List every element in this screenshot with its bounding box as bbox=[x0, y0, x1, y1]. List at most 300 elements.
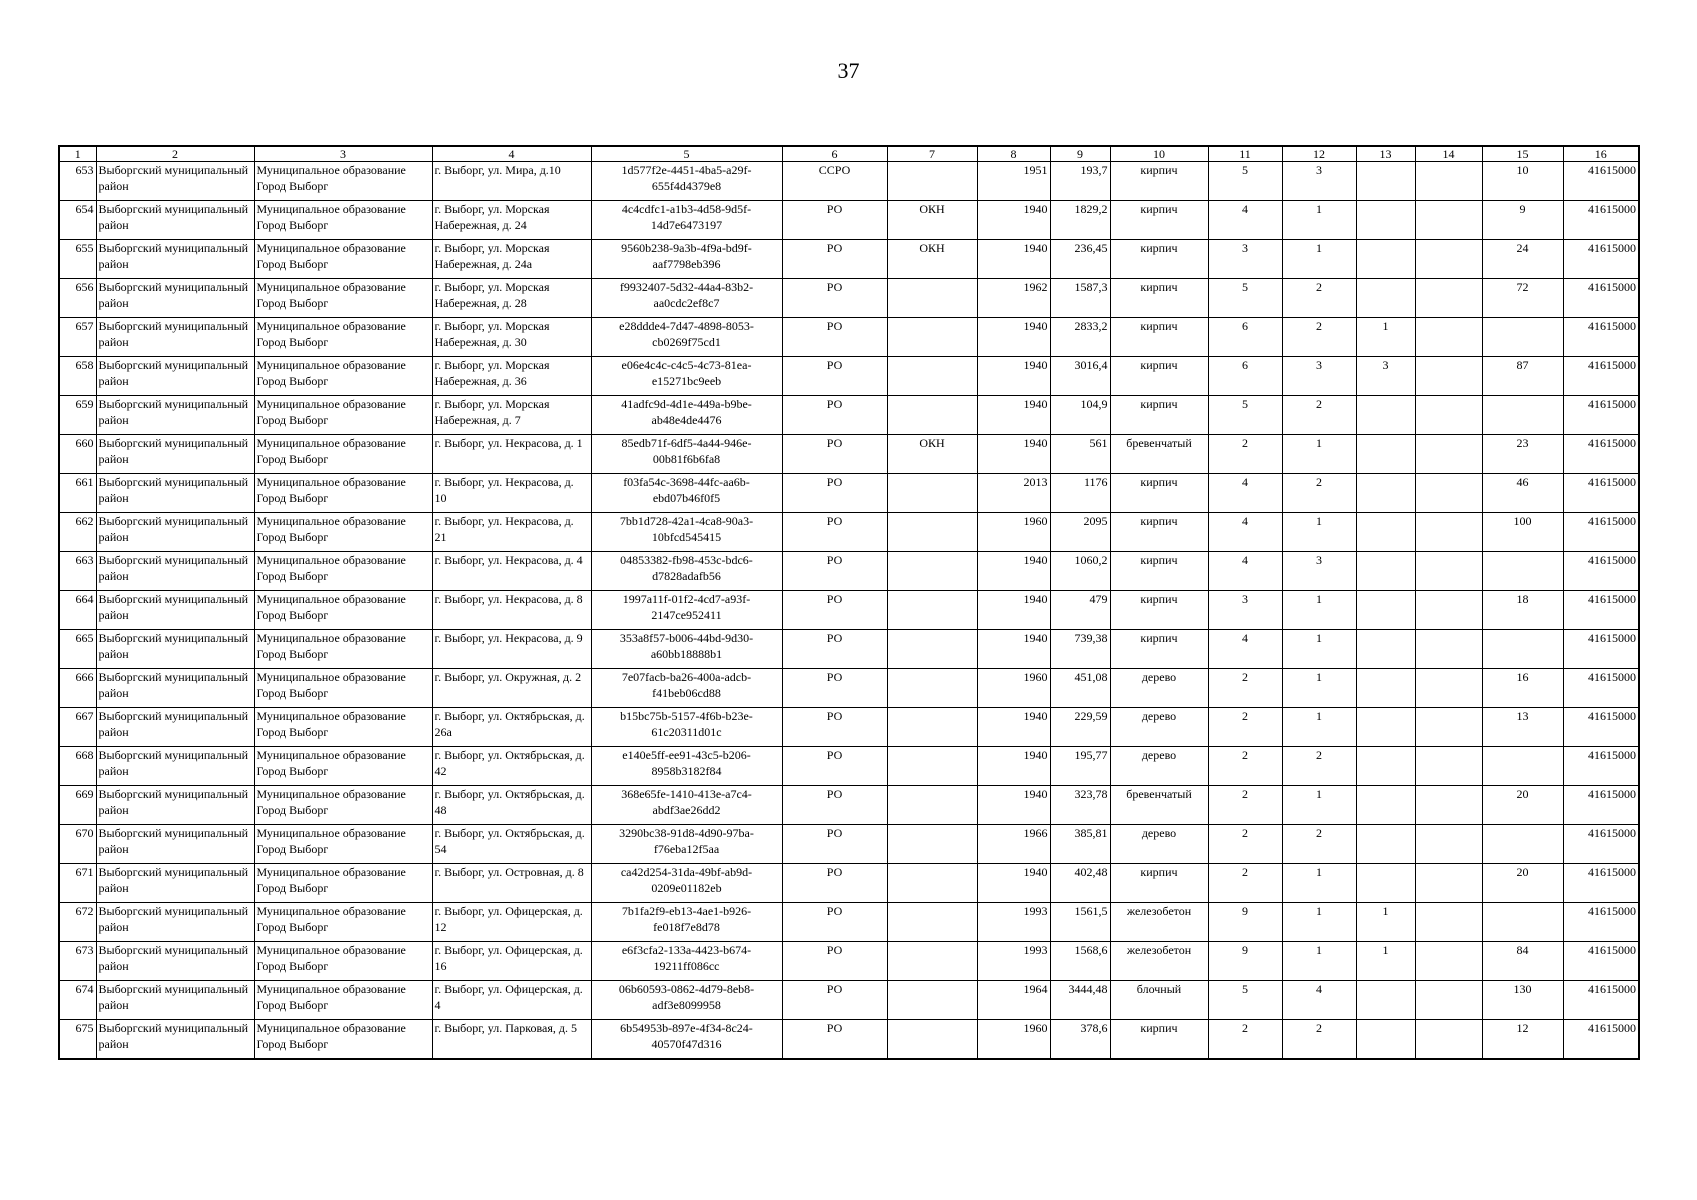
row-number: 657 bbox=[59, 318, 96, 357]
column-header: 5 bbox=[591, 146, 782, 162]
col13-cell bbox=[1356, 591, 1415, 630]
status-cell: ОКН bbox=[887, 240, 977, 279]
address-cell: г. Выборг, ул. Островная, д. 8 bbox=[432, 864, 591, 903]
table-row bbox=[59, 357, 1639, 396]
col13-cell: 3 bbox=[1356, 357, 1415, 396]
material-cell: кирпич bbox=[1110, 864, 1208, 903]
year-cell: 1960 bbox=[977, 513, 1050, 552]
col14-cell bbox=[1415, 669, 1482, 708]
oktmo-cell: 41615000 bbox=[1563, 396, 1639, 435]
entrances-cell: 1 bbox=[1282, 708, 1356, 747]
col15-cell: 46 bbox=[1482, 474, 1563, 513]
oktmo-cell: 41615000 bbox=[1563, 240, 1639, 279]
floors-cell: 5 bbox=[1208, 396, 1282, 435]
type-cell: РО bbox=[782, 630, 887, 669]
type-cell: РО bbox=[782, 1020, 887, 1060]
address-cell: г. Выборг, ул. Морская Набережная, д. 7 bbox=[432, 396, 591, 435]
col13-cell bbox=[1356, 435, 1415, 474]
district-cell: Выборгский муниципальный район bbox=[96, 825, 254, 864]
address-cell: г. Выборг, ул. Октябрьская, д. 26а bbox=[432, 708, 591, 747]
col13-cell bbox=[1356, 396, 1415, 435]
floors-cell: 3 bbox=[1208, 240, 1282, 279]
col13-cell bbox=[1356, 474, 1415, 513]
oktmo-cell: 41615000 bbox=[1563, 786, 1639, 825]
material-cell: кирпич bbox=[1110, 552, 1208, 591]
material-cell: кирпич bbox=[1110, 1020, 1208, 1060]
oktmo-cell: 41615000 bbox=[1563, 318, 1639, 357]
col14-cell bbox=[1415, 591, 1482, 630]
material-cell: блочный bbox=[1110, 981, 1208, 1020]
guid-cell: 4c4cdfc1-a1b3-4d58-9d5f-14d7e6473197 bbox=[591, 201, 782, 240]
type-cell: РО bbox=[782, 903, 887, 942]
col13-cell bbox=[1356, 201, 1415, 240]
year-cell: 1951 bbox=[977, 162, 1050, 201]
floors-cell: 5 bbox=[1208, 162, 1282, 201]
area-cell: 1176 bbox=[1050, 474, 1110, 513]
area-cell: 195,77 bbox=[1050, 747, 1110, 786]
col15-cell bbox=[1482, 630, 1563, 669]
table-row bbox=[59, 474, 1639, 513]
col14-cell bbox=[1415, 981, 1482, 1020]
column-header: 15 bbox=[1482, 146, 1563, 162]
col14-cell bbox=[1415, 552, 1482, 591]
col15-cell bbox=[1482, 747, 1563, 786]
row-number: 675 bbox=[59, 1020, 96, 1060]
district-cell: Выборгский муниципальный район bbox=[96, 903, 254, 942]
table-row bbox=[59, 513, 1639, 552]
type-cell: РО bbox=[782, 318, 887, 357]
district-cell: Выборгский муниципальный район bbox=[96, 630, 254, 669]
municipality-cell: Муниципальное образование Город Выборг bbox=[254, 591, 432, 630]
column-header: 9 bbox=[1050, 146, 1110, 162]
address-cell: г. Выборг, ул. Морская Набережная, д. 36 bbox=[432, 357, 591, 396]
entrances-cell: 3 bbox=[1282, 357, 1356, 396]
year-cell: 1940 bbox=[977, 435, 1050, 474]
column-header: 10 bbox=[1110, 146, 1208, 162]
oktmo-cell: 41615000 bbox=[1563, 708, 1639, 747]
page-number: 37 bbox=[837, 58, 860, 83]
row-number: 673 bbox=[59, 942, 96, 981]
municipality-cell: Муниципальное образование Город Выборг bbox=[254, 630, 432, 669]
col13-cell bbox=[1356, 864, 1415, 903]
guid-cell: f03fa54c-3698-44fc-aa6b-ebd07b46f0f5 bbox=[591, 474, 782, 513]
status-cell bbox=[887, 591, 977, 630]
entrances-cell: 2 bbox=[1282, 474, 1356, 513]
table-row bbox=[59, 825, 1639, 864]
guid-cell: 3290bc38-91d8-4d90-97ba-f76eba12f5aa bbox=[591, 825, 782, 864]
material-cell: дерево bbox=[1110, 669, 1208, 708]
municipality-cell: Муниципальное образование Город Выборг bbox=[254, 708, 432, 747]
area-cell: 193,7 bbox=[1050, 162, 1110, 201]
year-cell: 1940 bbox=[977, 552, 1050, 591]
area-cell: 323,78 bbox=[1050, 786, 1110, 825]
municipality-cell: Муниципальное образование Город Выборг bbox=[254, 240, 432, 279]
row-number: 662 bbox=[59, 513, 96, 552]
type-cell: РО bbox=[782, 669, 887, 708]
floors-cell: 2 bbox=[1208, 864, 1282, 903]
guid-cell: 1d577f2e-4451-4ba5-a29f-655f4d4379e8 bbox=[591, 162, 782, 201]
address-cell: г. Выборг, ул. Морская Набережная, д. 28 bbox=[432, 279, 591, 318]
table-row bbox=[59, 630, 1639, 669]
col15-cell: 23 bbox=[1482, 435, 1563, 474]
table-row bbox=[59, 396, 1639, 435]
status-cell bbox=[887, 942, 977, 981]
status-cell: ОКН bbox=[887, 435, 977, 474]
type-cell: РО bbox=[782, 513, 887, 552]
entrances-cell: 1 bbox=[1282, 591, 1356, 630]
year-cell: 1940 bbox=[977, 747, 1050, 786]
district-cell: Выборгский муниципальный район bbox=[96, 513, 254, 552]
floors-cell: 5 bbox=[1208, 279, 1282, 318]
status-cell bbox=[887, 474, 977, 513]
entrances-cell: 2 bbox=[1282, 279, 1356, 318]
type-cell: РО bbox=[782, 279, 887, 318]
status-cell bbox=[887, 747, 977, 786]
address-cell: г. Выборг, ул. Офицерская, д. 12 bbox=[432, 903, 591, 942]
floors-cell: 2 bbox=[1208, 708, 1282, 747]
oktmo-cell: 41615000 bbox=[1563, 630, 1639, 669]
col13-cell bbox=[1356, 825, 1415, 864]
material-cell: кирпич bbox=[1110, 318, 1208, 357]
table-row bbox=[59, 786, 1639, 825]
type-cell: РО bbox=[782, 357, 887, 396]
entrances-cell: 3 bbox=[1282, 552, 1356, 591]
table-row bbox=[59, 591, 1639, 630]
oktmo-cell: 41615000 bbox=[1563, 279, 1639, 318]
material-cell: кирпич bbox=[1110, 240, 1208, 279]
status-cell bbox=[887, 357, 977, 396]
year-cell: 1940 bbox=[977, 201, 1050, 240]
entrances-cell: 3 bbox=[1282, 162, 1356, 201]
material-cell: кирпич bbox=[1110, 357, 1208, 396]
row-number: 654 bbox=[59, 201, 96, 240]
material-cell: кирпич bbox=[1110, 279, 1208, 318]
type-cell: РО bbox=[782, 786, 887, 825]
type-cell: РО bbox=[782, 747, 887, 786]
year-cell: 1964 bbox=[977, 981, 1050, 1020]
address-cell: г. Выборг, ул. Окружная, д. 2 bbox=[432, 669, 591, 708]
row-number: 672 bbox=[59, 903, 96, 942]
guid-cell: 7e07facb-ba26-400a-adcb-f41beb06cd88 bbox=[591, 669, 782, 708]
type-cell: РО bbox=[782, 591, 887, 630]
district-cell: Выборгский муниципальный район bbox=[96, 474, 254, 513]
floors-cell: 4 bbox=[1208, 552, 1282, 591]
table-row bbox=[59, 903, 1639, 942]
type-cell: РО bbox=[782, 240, 887, 279]
col13-cell bbox=[1356, 279, 1415, 318]
oktmo-cell: 41615000 bbox=[1563, 357, 1639, 396]
col14-cell bbox=[1415, 864, 1482, 903]
status-cell bbox=[887, 513, 977, 552]
row-number: 653 bbox=[59, 162, 96, 201]
col13-cell bbox=[1356, 708, 1415, 747]
municipality-cell: Муниципальное образование Город Выборг bbox=[254, 903, 432, 942]
district-cell: Выборгский муниципальный район bbox=[96, 357, 254, 396]
address-cell: г. Выборг, ул. Октябрьская, д. 42 bbox=[432, 747, 591, 786]
year-cell: 1962 bbox=[977, 279, 1050, 318]
area-cell: 229,59 bbox=[1050, 708, 1110, 747]
col15-cell bbox=[1482, 318, 1563, 357]
entrances-cell: 1 bbox=[1282, 669, 1356, 708]
guid-cell: 7bb1d728-42a1-4ca8-90a3-10bfcd545415 bbox=[591, 513, 782, 552]
row-number: 665 bbox=[59, 630, 96, 669]
guid-cell: 6b54953b-897e-4f34-8c24-40570f47d316 bbox=[591, 1020, 782, 1060]
column-header: 2 bbox=[96, 146, 254, 162]
col15-cell: 16 bbox=[1482, 669, 1563, 708]
area-cell: 1587,3 bbox=[1050, 279, 1110, 318]
oktmo-cell: 41615000 bbox=[1563, 591, 1639, 630]
floors-cell: 2 bbox=[1208, 825, 1282, 864]
municipality-cell: Муниципальное образование Город Выборг bbox=[254, 786, 432, 825]
area-cell: 236,45 bbox=[1050, 240, 1110, 279]
col15-cell: 12 bbox=[1482, 1020, 1563, 1060]
floors-cell: 6 bbox=[1208, 318, 1282, 357]
year-cell: 1993 bbox=[977, 903, 1050, 942]
municipality-cell: Муниципальное образование Город Выборг bbox=[254, 318, 432, 357]
municipality-cell: Муниципальное образование Город Выборг bbox=[254, 669, 432, 708]
status-cell bbox=[887, 825, 977, 864]
oktmo-cell: 41615000 bbox=[1563, 864, 1639, 903]
entrances-cell: 1 bbox=[1282, 201, 1356, 240]
row-number: 667 bbox=[59, 708, 96, 747]
district-cell: Выборгский муниципальный район bbox=[96, 786, 254, 825]
oktmo-cell: 41615000 bbox=[1563, 981, 1639, 1020]
area-cell: 378,6 bbox=[1050, 1020, 1110, 1060]
table-row bbox=[59, 942, 1639, 981]
address-cell: г. Выборг, ул. Некрасова, д. 4 bbox=[432, 552, 591, 591]
guid-cell: 41adfc9d-4d1e-449a-b9be-ab48e4de4476 bbox=[591, 396, 782, 435]
oktmo-cell: 41615000 bbox=[1563, 513, 1639, 552]
year-cell: 1940 bbox=[977, 708, 1050, 747]
table-row bbox=[59, 747, 1639, 786]
municipality-cell: Муниципальное образование Город Выборг bbox=[254, 357, 432, 396]
floors-cell: 2 bbox=[1208, 786, 1282, 825]
status-cell bbox=[887, 396, 977, 435]
status-cell bbox=[887, 981, 977, 1020]
district-cell: Выборгский муниципальный район bbox=[96, 552, 254, 591]
column-header: 14 bbox=[1415, 146, 1482, 162]
guid-cell: 04853382-fb98-453c-bdc6-d7828adafb56 bbox=[591, 552, 782, 591]
material-cell: железобетон bbox=[1110, 942, 1208, 981]
col14-cell bbox=[1415, 357, 1482, 396]
row-number: 655 bbox=[59, 240, 96, 279]
type-cell: РО bbox=[782, 708, 887, 747]
address-cell: г. Выборг, ул. Морская Набережная, д. 24а bbox=[432, 240, 591, 279]
entrances-cell: 2 bbox=[1282, 396, 1356, 435]
status-cell bbox=[887, 669, 977, 708]
col15-cell: 18 bbox=[1482, 591, 1563, 630]
area-cell: 2833,2 bbox=[1050, 318, 1110, 357]
type-cell: РО bbox=[782, 435, 887, 474]
oktmo-cell: 41615000 bbox=[1563, 552, 1639, 591]
column-header: 8 bbox=[977, 146, 1050, 162]
type-cell: РО bbox=[782, 825, 887, 864]
oktmo-cell: 41615000 bbox=[1563, 825, 1639, 864]
guid-cell: ca42d254-31da-49bf-ab9d-0209e01182eb bbox=[591, 864, 782, 903]
floors-cell: 2 bbox=[1208, 747, 1282, 786]
material-cell: кирпич bbox=[1110, 396, 1208, 435]
column-header: 1 bbox=[59, 146, 96, 162]
entrances-cell: 4 bbox=[1282, 981, 1356, 1020]
district-cell: Выборгский муниципальный район bbox=[96, 318, 254, 357]
municipality-cell: Муниципальное образование Город Выборг bbox=[254, 942, 432, 981]
type-cell: РО bbox=[782, 396, 887, 435]
floors-cell: 2 bbox=[1208, 1020, 1282, 1060]
status-cell bbox=[887, 279, 977, 318]
floors-cell: 5 bbox=[1208, 981, 1282, 1020]
entrances-cell: 2 bbox=[1282, 747, 1356, 786]
col15-cell bbox=[1482, 903, 1563, 942]
municipality-cell: Муниципальное образование Город Выборг bbox=[254, 435, 432, 474]
guid-cell: 7b1fa2f9-eb13-4ae1-b926-fe018f7e8d78 bbox=[591, 903, 782, 942]
district-cell: Выборгский муниципальный район bbox=[96, 435, 254, 474]
address-cell: г. Выборг, ул. Некрасова, д. 10 bbox=[432, 474, 591, 513]
col13-cell: 1 bbox=[1356, 942, 1415, 981]
row-number: 669 bbox=[59, 786, 96, 825]
material-cell: дерево bbox=[1110, 825, 1208, 864]
year-cell: 1940 bbox=[977, 357, 1050, 396]
entrances-cell: 1 bbox=[1282, 435, 1356, 474]
year-cell: 1960 bbox=[977, 1020, 1050, 1060]
municipality-cell: Муниципальное образование Город Выборг bbox=[254, 396, 432, 435]
area-cell: 739,38 bbox=[1050, 630, 1110, 669]
col15-cell: 130 bbox=[1482, 981, 1563, 1020]
col15-cell: 84 bbox=[1482, 942, 1563, 981]
entrances-cell: 1 bbox=[1282, 903, 1356, 942]
header-row bbox=[59, 146, 1639, 162]
oktmo-cell: 41615000 bbox=[1563, 1020, 1639, 1060]
municipality-cell: Муниципальное образование Город Выборг bbox=[254, 864, 432, 903]
col15-cell bbox=[1482, 396, 1563, 435]
material-cell: дерево bbox=[1110, 747, 1208, 786]
address-cell: г. Выборг, ул. Некрасова, д. 21 bbox=[432, 513, 591, 552]
row-number: 668 bbox=[59, 747, 96, 786]
col14-cell bbox=[1415, 630, 1482, 669]
year-cell: 1940 bbox=[977, 396, 1050, 435]
col14-cell bbox=[1415, 825, 1482, 864]
address-cell: г. Выборг, ул. Некрасова, д. 1 bbox=[432, 435, 591, 474]
table-row bbox=[59, 708, 1639, 747]
status-cell bbox=[887, 864, 977, 903]
col13-cell bbox=[1356, 552, 1415, 591]
area-cell: 104,9 bbox=[1050, 396, 1110, 435]
col13-cell: 1 bbox=[1356, 318, 1415, 357]
entrances-cell: 1 bbox=[1282, 864, 1356, 903]
area-cell: 402,48 bbox=[1050, 864, 1110, 903]
table-body bbox=[59, 162, 1639, 1060]
guid-cell: 06b60593-0862-4d79-8eb8-adf3e8099958 bbox=[591, 981, 782, 1020]
oktmo-cell: 41615000 bbox=[1563, 669, 1639, 708]
entrances-cell: 1 bbox=[1282, 942, 1356, 981]
area-cell: 1568,6 bbox=[1050, 942, 1110, 981]
type-cell: РО bbox=[782, 942, 887, 981]
table-row bbox=[59, 240, 1639, 279]
col15-cell: 20 bbox=[1482, 786, 1563, 825]
area-cell: 561 bbox=[1050, 435, 1110, 474]
material-cell: кирпич bbox=[1110, 474, 1208, 513]
guid-cell: 9560b238-9a3b-4f9a-bd9f-aaf7798eb396 bbox=[591, 240, 782, 279]
floors-cell: 9 bbox=[1208, 942, 1282, 981]
entrances-cell: 1 bbox=[1282, 513, 1356, 552]
entrances-cell: 2 bbox=[1282, 825, 1356, 864]
address-cell: г. Выборг, ул. Офицерская, д. 16 bbox=[432, 942, 591, 981]
district-cell: Выборгский муниципальный район bbox=[96, 747, 254, 786]
municipality-cell: Муниципальное образование Город Выборг bbox=[254, 279, 432, 318]
district-cell: Выборгский муниципальный район bbox=[96, 396, 254, 435]
row-number: 664 bbox=[59, 591, 96, 630]
floors-cell: 4 bbox=[1208, 630, 1282, 669]
material-cell: бревенчатый bbox=[1110, 786, 1208, 825]
material-cell: кирпич bbox=[1110, 162, 1208, 201]
row-number: 666 bbox=[59, 669, 96, 708]
table-row bbox=[59, 435, 1639, 474]
col13-cell bbox=[1356, 240, 1415, 279]
entrances-cell: 2 bbox=[1282, 318, 1356, 357]
address-cell: г. Выборг, ул. Морская Набережная, д. 24 bbox=[432, 201, 591, 240]
material-cell: дерево bbox=[1110, 708, 1208, 747]
column-header: 13 bbox=[1356, 146, 1415, 162]
col13-cell bbox=[1356, 1020, 1415, 1060]
district-cell: Выборгский муниципальный район bbox=[96, 942, 254, 981]
year-cell: 1940 bbox=[977, 630, 1050, 669]
col14-cell bbox=[1415, 903, 1482, 942]
guid-cell: e06e4c4c-c4c5-4c73-81ea-e15271bc9eeb bbox=[591, 357, 782, 396]
year-cell: 1940 bbox=[977, 786, 1050, 825]
floors-cell: 2 bbox=[1208, 435, 1282, 474]
district-cell: Выборгский муниципальный район bbox=[96, 669, 254, 708]
area-cell: 451,08 bbox=[1050, 669, 1110, 708]
material-cell: кирпич bbox=[1110, 591, 1208, 630]
type-cell: РО bbox=[782, 474, 887, 513]
col14-cell bbox=[1415, 786, 1482, 825]
status-cell bbox=[887, 903, 977, 942]
col14-cell bbox=[1415, 396, 1482, 435]
table-row bbox=[59, 981, 1639, 1020]
col14-cell bbox=[1415, 279, 1482, 318]
guid-cell: 85edb71f-6df5-4a44-946e-00b81f6b6fa8 bbox=[591, 435, 782, 474]
district-cell: Выборгский муниципальный район bbox=[96, 981, 254, 1020]
floors-cell: 6 bbox=[1208, 357, 1282, 396]
guid-cell: e28ddde4-7d47-4898-8053-cb0269f75cd1 bbox=[591, 318, 782, 357]
address-cell: г. Выборг, ул. Октябрьская, д. 48 bbox=[432, 786, 591, 825]
col13-cell bbox=[1356, 630, 1415, 669]
status-cell: ОКН bbox=[887, 201, 977, 240]
entrances-cell: 1 bbox=[1282, 786, 1356, 825]
area-cell: 3444,48 bbox=[1050, 981, 1110, 1020]
col13-cell: 1 bbox=[1356, 903, 1415, 942]
col14-cell bbox=[1415, 1020, 1482, 1060]
area-cell: 2095 bbox=[1050, 513, 1110, 552]
table-row bbox=[59, 864, 1639, 903]
area-cell: 1060,2 bbox=[1050, 552, 1110, 591]
status-cell bbox=[887, 162, 977, 201]
col15-cell: 10 bbox=[1482, 162, 1563, 201]
year-cell: 2013 bbox=[977, 474, 1050, 513]
status-cell bbox=[887, 786, 977, 825]
row-number: 659 bbox=[59, 396, 96, 435]
type-cell: ССРО bbox=[782, 162, 887, 201]
material-cell: кирпич bbox=[1110, 513, 1208, 552]
district-cell: Выборгский муниципальный район bbox=[96, 864, 254, 903]
address-cell: г. Выборг, ул. Некрасова, д. 8 bbox=[432, 591, 591, 630]
col15-cell: 87 bbox=[1482, 357, 1563, 396]
year-cell: 1960 bbox=[977, 669, 1050, 708]
col15-cell: 13 bbox=[1482, 708, 1563, 747]
area-cell: 1561,5 bbox=[1050, 903, 1110, 942]
oktmo-cell: 41615000 bbox=[1563, 162, 1639, 201]
status-cell bbox=[887, 708, 977, 747]
col14-cell bbox=[1415, 708, 1482, 747]
